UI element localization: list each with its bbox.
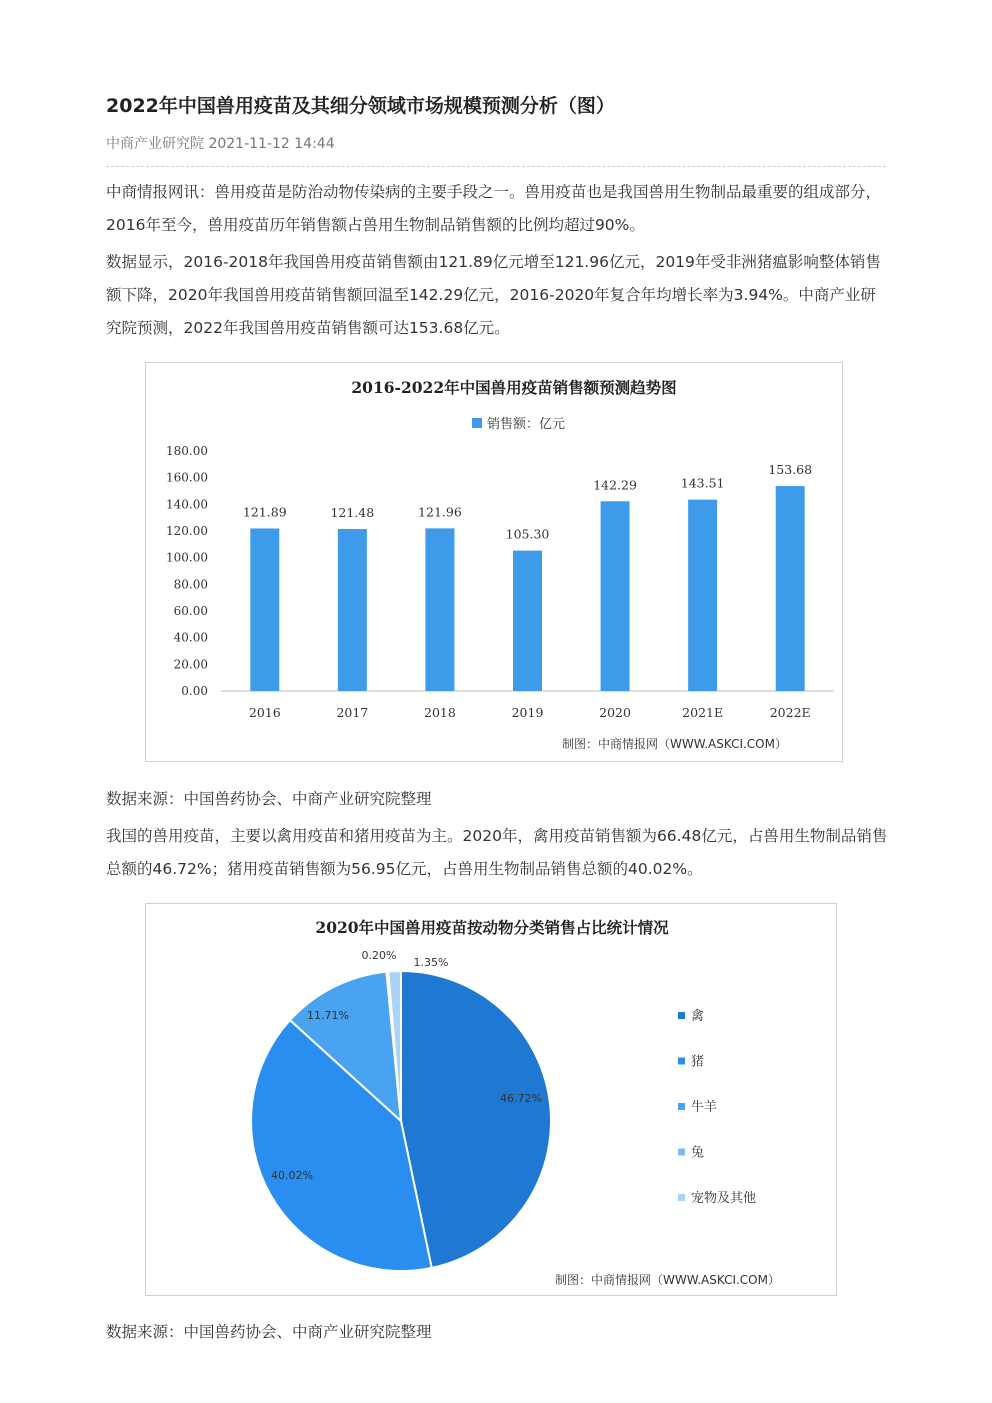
- pie-chart-figure: [145, 903, 837, 1296]
- chart-title: 2016-2022年中国兽用疫苗销售额预测趋势图: [351, 378, 677, 397]
- bar: [601, 501, 630, 691]
- x-tick-label: 2018: [424, 705, 456, 720]
- data-label: 153.68: [768, 462, 813, 478]
- legend-swatch: [678, 1149, 685, 1156]
- legend-label: 宠物及其他: [691, 1191, 757, 1206]
- paragraph-intro: 中商情报网讯：兽用疫苗是防治动物传染病的主要手段之一。兽用疫苗也是我国兽用生物制品最重要的组成部分，2016年至今，兽用疫苗历年销售额占兽用生物制品销售额的比例均超过90%。: [106, 183, 882, 234]
- legend-swatch: [678, 1058, 685, 1065]
- x-tick-label: 2021E: [682, 705, 724, 720]
- data-label: 142.29: [593, 477, 637, 493]
- data-label: 121.96: [418, 504, 462, 520]
- y-tick-label: 0.00: [181, 684, 208, 698]
- legend-label: 兔: [691, 1145, 705, 1161]
- bar: [776, 486, 805, 691]
- data-source: 数据来源：中国兽药协会、中商产业研究院整理: [106, 790, 432, 808]
- bar: [425, 528, 454, 691]
- y-tick-label: 120.00: [166, 524, 208, 538]
- bar-chart-figure: [145, 362, 843, 762]
- y-tick-label: 80.00: [173, 577, 208, 592]
- x-tick-label: 2022E: [769, 705, 811, 720]
- y-tick-label: 180.00: [166, 444, 208, 458]
- slice-label: 0.20%: [361, 949, 397, 962]
- legend-label: 猪: [691, 1054, 705, 1070]
- article-title: 2022年中国兽用疫苗及其细分领域市场规模预测分析（图）: [106, 95, 615, 117]
- pie-chart: [146, 904, 836, 1295]
- x-tick-label: 2017: [336, 705, 369, 720]
- legend-label: 销售额：亿元: [487, 417, 566, 432]
- slice-label: 1.35%: [413, 956, 449, 969]
- y-tick-label: 100.00: [166, 550, 208, 565]
- legend-swatch: [678, 1194, 685, 1201]
- data-label: 121.48: [330, 505, 375, 521]
- slice-label: 11.71%: [307, 1009, 349, 1022]
- paragraph-data: 数据显示，2016-2018年我国兽用疫苗销售额由121.89亿元增至121.96亿元，2019年受非洲猪瘟影响整体销售额下降，2020年我国兽用疫苗销售额回温至142.29亿元，2016-2020年复合年均增长率为3.94%。中商产业研究院预测，2022年我国兽用疫苗销售额可达153.68亿元。: [106, 253, 881, 337]
- chart-credit: 制图：中商情报网（WWW.ASKCI.COM）: [562, 737, 787, 751]
- divider: [106, 166, 886, 167]
- chart-credit: 制图：中商情报网（WWW.ASKCI.COM）: [555, 1273, 780, 1287]
- data-label: 143.51: [680, 475, 725, 491]
- legend-swatch: [472, 418, 482, 428]
- data-label: 121.89: [242, 504, 287, 520]
- chart-title: 2020年中国兽用疫苗按动物分类销售占比统计情况: [315, 918, 669, 937]
- x-tick-label: 2020: [599, 705, 631, 720]
- slice-label: 46.72%: [500, 1092, 542, 1105]
- y-tick-label: 60.00: [173, 604, 208, 618]
- bar: [513, 551, 542, 691]
- paragraph-share: 我国的兽用疫苗，主要以禽用疫苗和猪用疫苗为主。2020年，禽用疫苗销售额为66.48亿元，占兽用生物制品销售总额的46.72%；猪用疫苗销售额为56.95亿元，占兽用生物制品销售总额的40.02%。: [106, 827, 888, 878]
- bar-chart: [146, 363, 842, 761]
- bar: [338, 529, 367, 691]
- x-tick-label: 2019: [511, 705, 544, 720]
- pie-slice: [401, 971, 551, 1268]
- data-label: 105.30: [505, 526, 550, 542]
- y-tick-label: 40.00: [173, 630, 208, 645]
- article-meta: 中商产业研究院 2021-11-12 14:44: [106, 136, 335, 152]
- y-tick-label: 20.00: [173, 657, 208, 672]
- bar: [688, 500, 717, 691]
- y-tick-label: 140.00: [166, 497, 208, 512]
- legend-label: 牛羊: [691, 1100, 718, 1115]
- legend-label: 禽: [691, 1009, 705, 1024]
- slice-label: 40.02%: [271, 1169, 313, 1182]
- bar: [250, 528, 279, 691]
- y-tick-label: 160.00: [166, 470, 208, 485]
- x-tick-label: 2016: [248, 705, 281, 720]
- legend-swatch: [678, 1103, 685, 1110]
- legend-swatch: [678, 1012, 685, 1019]
- data-source: 数据来源：中国兽药协会、中商产业研究院整理: [106, 1323, 432, 1341]
